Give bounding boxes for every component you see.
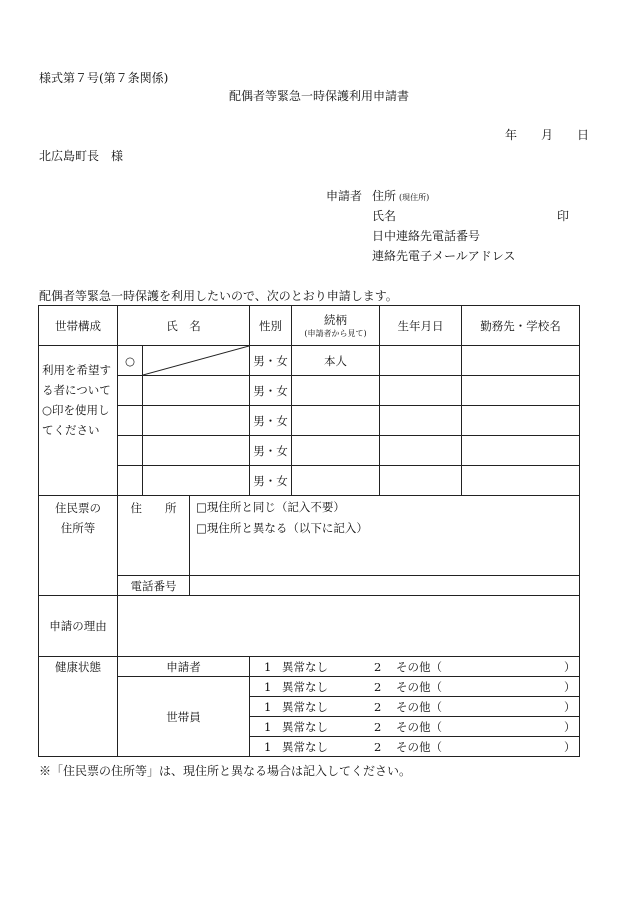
option-number: 1 bbox=[264, 699, 272, 714]
residence-address-label bbox=[118, 496, 190, 576]
option-normal[interactable]: 異常なし bbox=[282, 719, 329, 734]
option-number: 1 bbox=[264, 659, 272, 674]
birth-field[interactable] bbox=[380, 436, 462, 466]
applicant-email-label: 連絡先電子メールアドレス bbox=[372, 249, 516, 263]
option-number: 2 bbox=[374, 659, 382, 674]
birth-field[interactable] bbox=[380, 346, 462, 376]
gender-select[interactable]: 男・女 bbox=[250, 376, 292, 406]
circle-field[interactable] bbox=[118, 376, 143, 406]
option-number: 2 bbox=[374, 719, 382, 734]
health-applicant-label: 申請者 bbox=[118, 657, 250, 677]
name-field[interactable] bbox=[143, 376, 250, 406]
col-name-header: 氏 名 bbox=[118, 306, 250, 346]
relation-field[interactable] bbox=[292, 466, 380, 496]
name-field[interactable] bbox=[143, 466, 250, 496]
name-cell-crossed bbox=[143, 346, 250, 376]
col-gender-header: 性別 bbox=[250, 306, 292, 346]
health-options-member[interactable] bbox=[250, 697, 580, 717]
household-label: 世帯構成 bbox=[39, 306, 118, 346]
residence-address-text: 住 所 bbox=[130, 501, 177, 515]
col-relation-label: 続柄 bbox=[324, 313, 348, 327]
option-number: 2 bbox=[374, 699, 382, 714]
circle-field[interactable] bbox=[118, 466, 143, 496]
applicant-name-label: 氏名 bbox=[372, 209, 397, 223]
residence-label-cell bbox=[39, 496, 118, 596]
applicant-phone-label: 日中連絡先電話番号 bbox=[372, 229, 481, 243]
reason-field[interactable] bbox=[118, 596, 580, 657]
circle-field[interactable] bbox=[118, 406, 143, 436]
household-note-line: ○印を使用し bbox=[42, 403, 110, 417]
gender-select[interactable]: 男・女 bbox=[250, 436, 292, 466]
residence-label-line: 住民票の bbox=[55, 501, 101, 515]
option-normal[interactable]: 異常なし bbox=[282, 699, 329, 714]
applicant-label: 申請者 bbox=[326, 189, 363, 203]
option-close-paren: ） bbox=[564, 739, 576, 754]
circle-field[interactable] bbox=[118, 436, 143, 466]
form-number: 様式第７号(第７条関係) bbox=[39, 71, 169, 85]
gender-select[interactable]: 男・女 bbox=[250, 406, 292, 436]
applicant-address-label: 住所 bbox=[372, 189, 397, 203]
option-number: 2 bbox=[374, 679, 382, 694]
gender-select[interactable]: 男・女 bbox=[250, 466, 292, 496]
option-number: 2 bbox=[374, 739, 382, 754]
household-note-line: 利用を希望す bbox=[42, 363, 111, 377]
option-close-paren: ） bbox=[564, 679, 576, 694]
reason-label: 申請の理由 bbox=[39, 596, 118, 657]
health-options-member[interactable] bbox=[250, 677, 580, 697]
work-field[interactable] bbox=[462, 436, 580, 466]
relation-field[interactable] bbox=[292, 436, 380, 466]
col-relation-header bbox=[292, 306, 380, 346]
col-birth-header: 生年月日 bbox=[380, 306, 462, 346]
col-work-header: 勤務先・学校名 bbox=[462, 306, 580, 346]
checkbox-same-address[interactable]: □現住所と同じ（記入不要） bbox=[196, 500, 345, 514]
option-other[interactable]: その他（ bbox=[396, 719, 443, 734]
option-normal[interactable]: 異常なし bbox=[282, 659, 329, 674]
household-note-line: る者について bbox=[42, 383, 111, 397]
option-other[interactable]: その他（ bbox=[396, 699, 443, 714]
household-note-line: てください bbox=[42, 423, 100, 437]
option-close-paren: ） bbox=[564, 659, 576, 674]
option-number: 1 bbox=[264, 719, 272, 734]
birth-field[interactable] bbox=[380, 376, 462, 406]
residence-phone-field[interactable] bbox=[190, 576, 580, 596]
residence-phone-label: 電話番号 bbox=[118, 576, 190, 596]
health-label-cell bbox=[39, 657, 118, 757]
addressee: 北広島町長 様 bbox=[39, 149, 124, 163]
option-close-paren: ） bbox=[564, 719, 576, 734]
work-field[interactable] bbox=[462, 346, 580, 376]
household-note-cell bbox=[39, 346, 118, 496]
footnote: ※「住民票の住所等」は、現住所と異なる場合は記入してください。 bbox=[39, 764, 412, 778]
applicant-address-note: (現住所) bbox=[399, 193, 430, 202]
work-field[interactable] bbox=[462, 376, 580, 406]
option-number: 1 bbox=[264, 679, 272, 694]
checkbox-different-address[interactable]: □現住所と異なる（以下に記入） bbox=[196, 521, 368, 535]
health-options-applicant[interactable] bbox=[250, 657, 580, 677]
option-number: 1 bbox=[264, 739, 272, 754]
health-label: 健康状態 bbox=[55, 660, 101, 674]
birth-field[interactable] bbox=[380, 466, 462, 496]
name-field[interactable] bbox=[143, 436, 250, 466]
form-title: 配偶者等緊急一時保護利用申請書 bbox=[229, 89, 410, 103]
health-options-member[interactable] bbox=[250, 717, 580, 737]
seal-mark: 印 bbox=[557, 209, 570, 223]
application-table bbox=[38, 305, 580, 757]
residence-label-line: 住所等 bbox=[60, 521, 96, 535]
health-members-label: 世帯員 bbox=[118, 677, 250, 757]
gender-select[interactable]: 男・女 bbox=[250, 346, 292, 376]
option-other[interactable]: その他（ bbox=[396, 679, 443, 694]
option-close-paren: ） bbox=[564, 699, 576, 714]
col-relation-note: (申請者から見て) bbox=[304, 329, 367, 338]
residence-address-field bbox=[190, 496, 580, 576]
option-other[interactable]: その他（ bbox=[396, 739, 443, 754]
relation-self: 本人 bbox=[292, 346, 380, 376]
diagonal-line bbox=[143, 346, 249, 375]
option-normal[interactable]: 異常なし bbox=[282, 679, 329, 694]
relation-field[interactable] bbox=[292, 406, 380, 436]
work-field[interactable] bbox=[462, 406, 580, 436]
date-month: 月 bbox=[541, 128, 554, 142]
intro-text: 配偶者等緊急一時保護を利用したいので、次のとおり申請します。 bbox=[39, 289, 398, 303]
option-other[interactable]: その他（ bbox=[396, 659, 443, 674]
date-day: 日 bbox=[577, 128, 590, 142]
health-options-member[interactable] bbox=[250, 737, 580, 757]
birth-field[interactable] bbox=[380, 406, 462, 436]
date-year: 年 bbox=[505, 128, 518, 142]
work-field[interactable] bbox=[462, 466, 580, 496]
name-field[interactable] bbox=[143, 406, 250, 436]
relation-field[interactable] bbox=[292, 376, 380, 406]
option-normal[interactable]: 異常なし bbox=[282, 739, 329, 754]
circle-mark: ○ bbox=[118, 346, 143, 376]
